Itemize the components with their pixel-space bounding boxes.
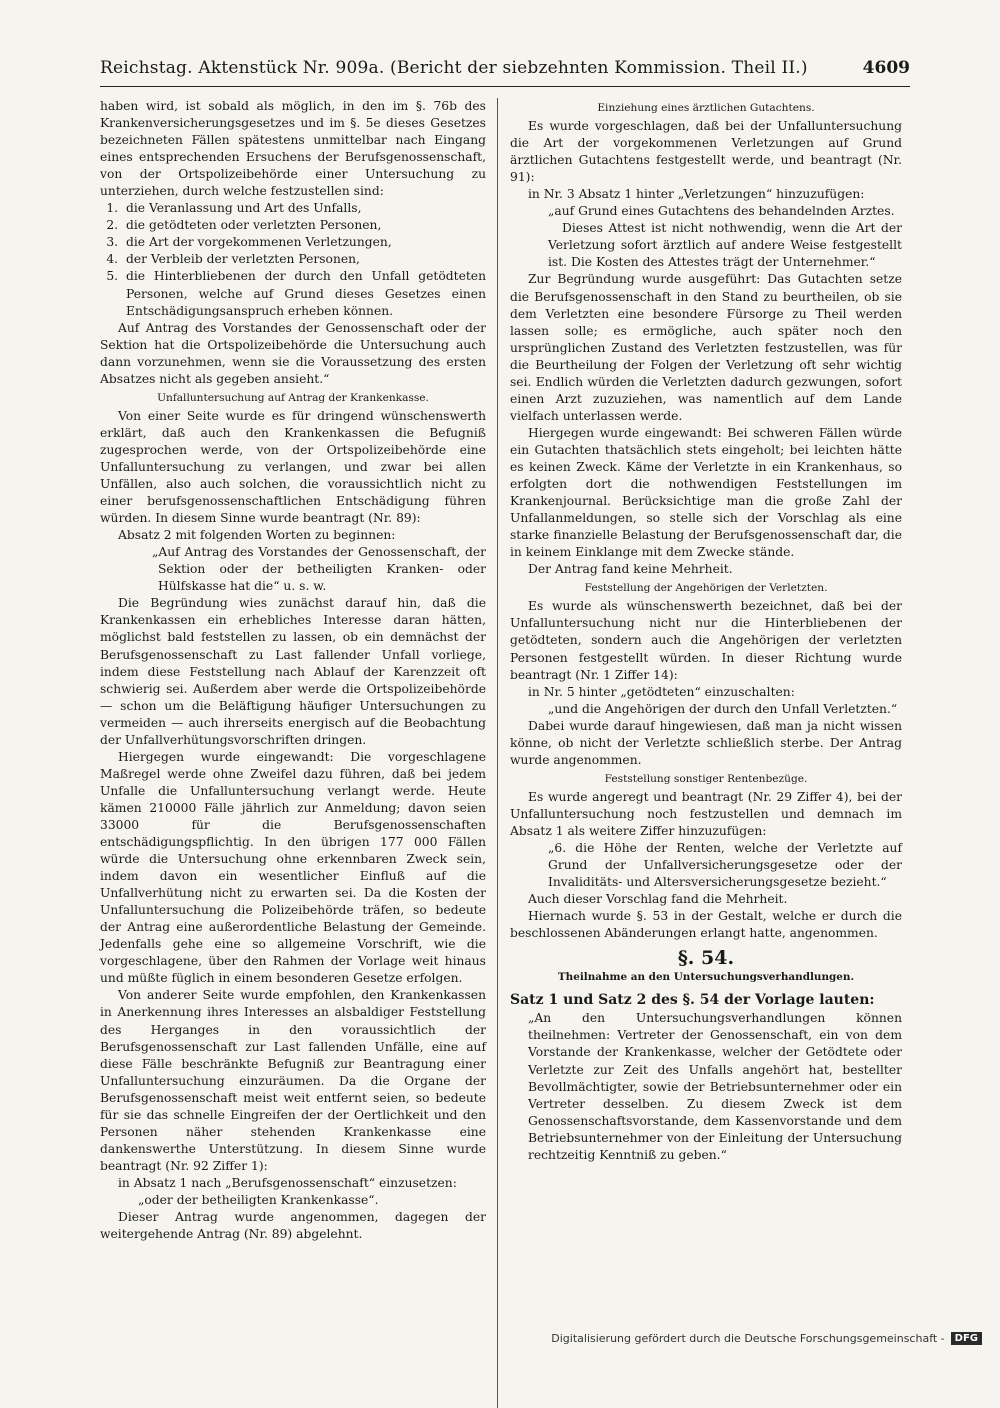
subheading: Unfalluntersuchung auf Antrag der Krankenkasse. (157, 391, 429, 404)
paragraph: Es wurde als wünschenswerth bezeichnet, daß bei der Unfalluntersuchung nicht nur die Hinterbliebenen der getödteten, sondern auch die Angehörigen der verletzten Personen festgestellt würden. In dieser Richtung wurde beantragt (Nr. 1 Ziffer 14): (510, 599, 902, 682)
paragraph: Dabei wurde darauf hingewiesen, daß man ja nicht wissen könne, ob nicht der Verletzte schließlich sterbe. Der Antrag wurde angenommen. (510, 718, 902, 767)
paragraph: Der Antrag fand keine Mehrheit. (528, 562, 733, 577)
paragraph: Zur Begründung wurde ausgeführt: Das Gutachten setze die Berufsgenossenschaft in den Stand zu beurtheilen, ob sie dem Verletzten eine besondere Fürsorge zu Theil werden lassen solle; es ermögliche, auch später noch den ursprünglichen Zustand des Verletzten festzustellen, was für die Beurtheilung der Folgen der Verletzung oft sehr wichtig sei. Endlich würden die Verletzten dadurch gezwungen, sofort einen Arzt zuzuziehen, was namentlich auf dem Lande vielfach unterlassen werde. (510, 272, 902, 423)
dfg-logo: DFG (951, 1332, 982, 1345)
paragraph: Hiernach wurde §. 53 in der Gestalt, welche er durch die beschlossenen Abänderungen erlangt hatte, angenommen. (510, 909, 902, 941)
paragraph: Absatz 2 mit folgenden Worten zu beginnen: (118, 528, 396, 543)
column-divider (497, 98, 498, 1408)
page-title: Reichstag. Aktenstück Nr. 909a. (Bericht der siebzehnten Kommission. Theil II.) (100, 58, 808, 78)
paragraph: Es wurde vorgeschlagen, daß bei der Unfalluntersuchung die Art der vorgekommenen Verletzungen auf Grund ärztlichen Gutachtens festgestellt werde, und beantragt (Nr. 91): (510, 119, 902, 185)
bold-lead-text: Satz 1 und Satz 2 des §. 54 der Vorlage lauten: (510, 992, 875, 1009)
paragraph: Die Begründung wies zunächst darauf hin, daß die Krankenkassen ein erhebliches Interesse daran hätten, möglichst bald feststellen zu lassen, ob ein demnächst der Berufsgenossenschaft zu Last fallender Unfall vorliege, indem diese Feststellung nach Ablauf der Karenzzeit oft schwierig sei. Außerdem aber werde die Ortspolizeibehörde — schon um die Beläftigung häufiger Untersuchungen zu vermeiden — auch ihrerseits energisch auf die Beobachtung der Unfallverhütungsvorschriften dringen. (100, 596, 486, 747)
list-item: 4. der Verbleib der verletzten Personen, (122, 251, 486, 268)
list-item: 5. die Hinterbliebenen der durch den Unfall getödteten Personen, welche auf Grund dieses Gesetzes einen Entschädigungsanspruch erheben können. (122, 268, 486, 319)
paragraph: Auf Antrag des Vorstandes der Genossenschaft oder der Sektion hat die Ortspolizeibehörde die Untersuchung auch dann vorzunehmen, wenn sie die Voraussetzung des ersten Absatzes nicht als gegeben ansieht.“ (100, 320, 486, 386)
paragraph: haben wird, ist sobald als möglich, in den im §. 76b des Krankenversicherungsgesetzes und im §. 5e dieses Gesetzes bezeichneten Fällen spätestens unmittelbar nach Eingang eines entsprechenden Ersuchens der Berufsgenossenschaft, von der Ortspolizeibehörde einer Untersuchung zu unterziehen, durch welche festzustellen sind: (100, 99, 486, 199)
footer-text: Digitalisierung gefördert durch die Deutsche Forschungsgemeinschaft - (551, 1332, 945, 1345)
digitization-footer (551, 1332, 982, 1345)
section-subtitle: Theilnahme an den Untersuchungsverhandlungen. (557, 971, 855, 984)
paragraph: Es wurde angeregt und beantragt (Nr. 29 Ziffer 4), bei der Unfalluntersuchung noch festzustellen und demnach im Absatz 1 als weitere Ziffer hinzuzufügen: (510, 789, 902, 838)
quoted-amendment: „und die Angehörigen der durch den Unfall Verletzten.“ (548, 701, 898, 716)
paragraph: Von einer Seite wurde es für dringend wünschenswerth erklärt, daß auch den Krankenkassen die Befugniß zugesprochen werde, von der Ortspolizeibehörde eine Unfalluntersuchung zu verlangen, und zwar bei allen Unfällen, also auch solchen, die voraussichtlich nicht zu einer berufsgenossenschaftlichen Entschädigung führen würden. In diesem Sinne wurde beantragt (Nr. 89): (100, 408, 486, 526)
paragraph: in Nr. 3 Absatz 1 hinter „Verletzungen“ hinzuzufügen: (528, 187, 865, 202)
section-number: §. 54. (677, 947, 735, 970)
paragraph: in Absatz 1 nach „Berufsgenossenschaft“ einzusetzen: (118, 1175, 457, 1190)
paragraph: Von anderer Seite wurde empfohlen, den Krankenkassen in Anerkennung ihres Interesses an alsbaldiger Feststellung des Herganges in den voraussichtlich der Berufsgenossenschaft zur Last fallenden Unfälle, eine auf diese Fälle beschränkte Befugniß zur Beantragung einer Unfalluntersuchung einzuräumen. Da die Organe der Berufsgenossenschaft meist weit entfernt seien, so bedeute für sie das schnelle Eingreifen der der Oertlichkeit und den Personen näher stehenden Krankenkasse eine dankenswerthe Unterstützung. In diesem Sinne wurde beantragt (Nr. 92 Ziffer 1): (100, 988, 486, 1173)
quoted-amendment: „An den Untersuchungsverhandlungen können theilnehmen: Vertreter der Genossenschaft, ein von dem Vorstande der Krankenkasse, welcher der Getödtete oder Verletzte zur Zeit des Unfalls angehört hat, bestellter Bevollmächtigter, sowie der Betriebsunternehmer oder ein Vertreter desselben. Zu diesem Zweck ist dem Genossenschaftsvorstande, dem Kassenvorstande und dem Betriebsunternehmer von der Einleitung der Untersuchung rechtzeitig Kenntniß zu geben.“ (528, 1011, 902, 1162)
paragraph: Hiergegen wurde eingewandt: Bei schweren Fällen würde ein Gutachten thatsächlich stets eingeholt; bei leichten hätte es keinen Zweck. Käme der Verletzte in ein Krankenhaus, so erfolgten dort die nothwendigen Feststellungen im Krankenjournal. Berücksichtige man die große Zahl der Unfallanmeldungen, so stelle sich der Vorschlag als eine starke finanzielle Belastung der Berufsgenossenschaft dar, die in keinem Einklange mit dem Zwecke stände. (510, 425, 902, 560)
paragraph: in Nr. 5 hinter „getödteten“ einzuschalten: (528, 684, 795, 699)
quoted-amendment: „6. die Höhe der Renten, welche der Verletzte auf Grund der Unfallversicherungsgesetze oder der Invaliditäts- und Altersversicherungsgesetze bezieht.“ (548, 841, 902, 890)
subheading: Feststellung der Angehörigen der Verletzten. (584, 582, 828, 595)
paragraph: Hiergegen wurde eingewandt: Die vorgeschlagene Maßregel werde ohne Zweifel dazu führen, daß bei jedem Unfalle die Unfalluntersuchung verlangt werde. Heute kämen 210000 Fälle jährlich zur Anmeldung; davon seien 33000 für die Berufsgenossenschaften entschädigungspflichtig. In den übrigen 177 000 Fällen würde die Untersuchung ohne erkennbaren Zweck sein, indem davon ein wesentlicher Einfluß auf die Unfallverhütung nicht zu erwarten sei. Da die Kosten der Unfalluntersuchung die Polizeibehörde träfen, so bedeute der Antrag eine außerordentliche Belastung der Gemeinde. Jedenfalls gehe eine so allgemeine Vorschrift, wie die vorgeschlagene, über den Rahmen der Vorlage weit hinaus und müßte füglich in einem besonderen Gesetze erfolgen. (100, 749, 486, 986)
quoted-amendment: „oder der betheiligten Krankenkasse“. (138, 1193, 379, 1207)
paragraph: Dieser Antrag wurde angenommen, dagegen der weitergehende Antrag (Nr. 89) abgelehnt. (100, 1210, 486, 1242)
quoted-amendment: Dieses Attest ist nicht nothwendig, wenn die Art der Verletzung sofort ärztlich auf andere Weise festgestellt ist. Die Kosten des Attestes trägt der Unternehmer.“ (548, 221, 902, 270)
right-column (510, 98, 902, 1164)
list-item: 1. die Veranlassung und Art des Unfalls, (122, 200, 486, 217)
findings-list (100, 200, 486, 319)
left-column (100, 98, 486, 1243)
quoted-amendment: „auf Grund eines Gutachtens des behandelnden Arztes. (548, 204, 895, 219)
list-item: 2. die getödteten oder verletzten Personen, (122, 217, 486, 234)
paragraph: Auch dieser Vorschlag fand die Mehrheit. (528, 892, 788, 907)
page-header (100, 58, 910, 87)
quoted-amendment: „Auf Antrag des Vorstandes der Genossenschaft, der Sektion oder der betheiligten Kranken- oder Hülfskasse hat die“ u. s. w. (152, 545, 486, 594)
page-number: 4609 (862, 58, 910, 78)
subheading: Einziehung eines ärztlichen Gutachtens. (597, 102, 815, 114)
list-item: 3. die Art der vorgekommenen Verletzungen, (122, 234, 486, 251)
subheading: Feststellung sonstiger Rentenbezüge. (604, 772, 808, 785)
